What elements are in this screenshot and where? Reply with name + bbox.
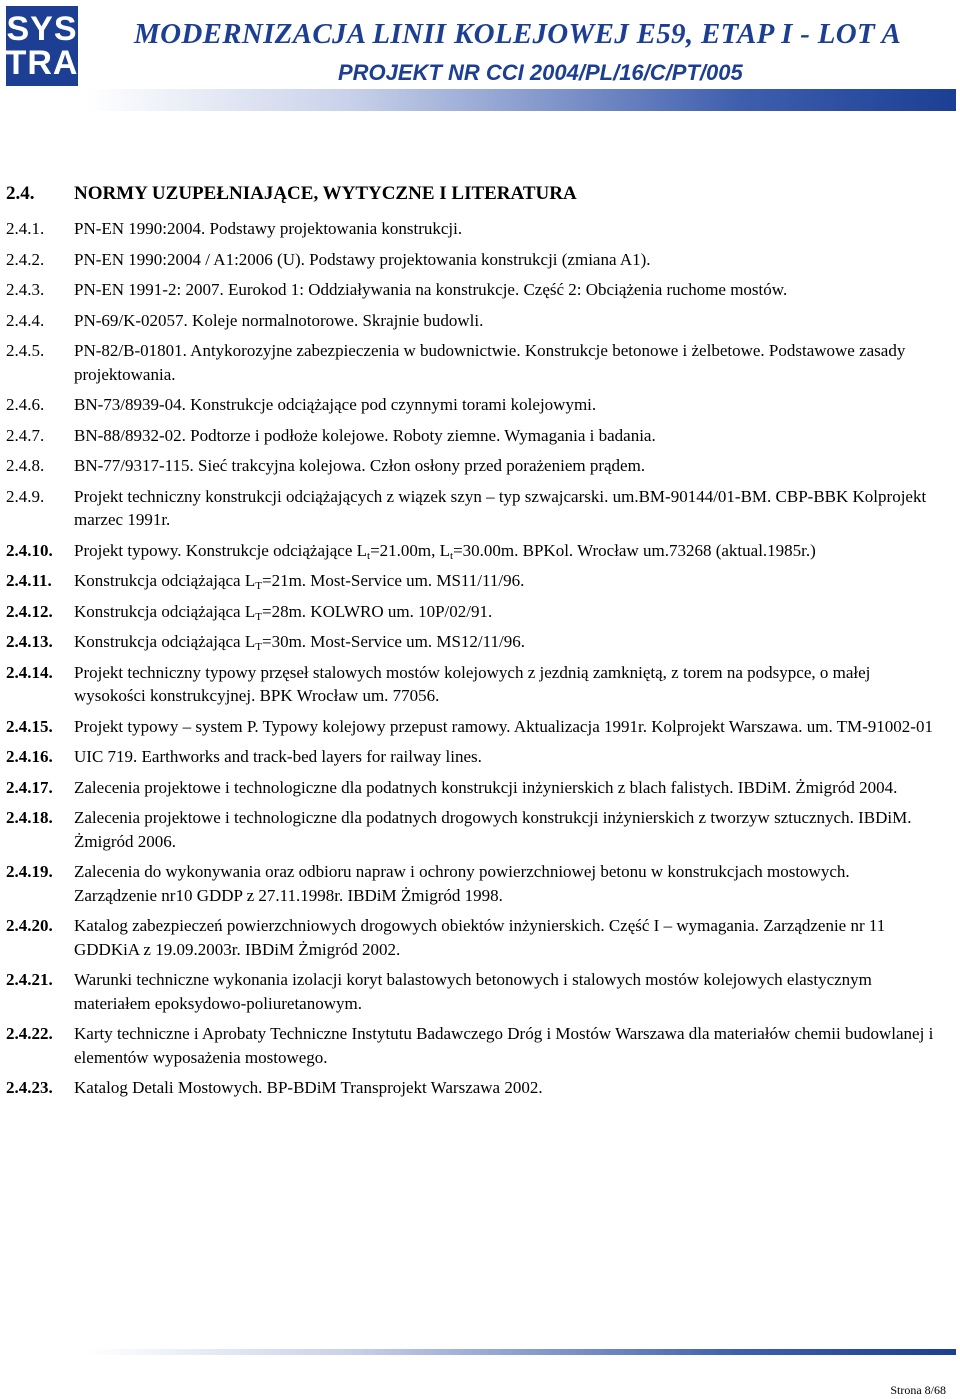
- logo-text-top: SYS: [6, 10, 78, 48]
- item-text: [74, 539, 936, 563]
- section-title: NORMY UZUPEŁNIAJĄCE, WYTYCZNE I LITERATURA: [74, 183, 577, 204]
- item-text: [74, 569, 936, 593]
- project-number: PROJEKT NR CCI 2004/PL/16/C/PT/005: [338, 60, 743, 85]
- subscript: t: [450, 549, 454, 562]
- item-text: Projekt techniczny typowy przęseł stalowych mostów kolejowych z jezdnią zamkniętą, z torem na podsypce, o małej wysokości konstrukcyjnej. BPK Wrocław um. 77056.: [74, 662, 871, 705]
- item-text: PN-EN 1990:2004 / A1:2006 (U). Podstawy projektowania konstrukcji (zmiana A1).: [74, 249, 651, 269]
- item-text: PN-69/K-02057. Koleje normalnotorowe. Skrajnie budowli.: [74, 310, 484, 330]
- list-item: [6, 1076, 936, 1100]
- list-item: [6, 914, 936, 961]
- item-number: 2.4.9.: [6, 486, 45, 506]
- list-item: [6, 630, 936, 654]
- subscript: T: [255, 580, 262, 592]
- item-text: BN-77/9317-115. Sieć trakcyjna kolejowa. Człon osłony przed porażeniem prądem.: [74, 456, 646, 475]
- item-text-part: =21.00m, L: [370, 540, 451, 560]
- item-text: Katalog zabezpieczeń powierzchniowych drogowych obiektów inżynierskich. Część I – wymagania. Zarządzenie nr 11 GDDKiA z 19.09.2003r. IBDiM Żmigród 2002.: [74, 916, 886, 959]
- references-list: [6, 217, 936, 1107]
- list-item: [6, 715, 936, 739]
- list-item: [6, 217, 936, 241]
- item-text: Zalecenia projektowe i technologiczne dla podatnych konstrukcji inżynierskich z blach falistych. IBDiM. Żmigród 2004.: [74, 777, 898, 797]
- item-text: Karty techniczne i Aprobaty Techniczne Instytutu Badawczego Dróg i Mostów Warszawa dla materiałów chemii budowlanej i elementów wyposażenia mostowego.: [74, 1024, 934, 1067]
- systra-logo: [6, 6, 78, 86]
- item-text: BN-88/8932-02. Podtorze i podłoże kolejowe. Roboty ziemne. Wymagania i badania.: [74, 425, 656, 445]
- item-text: Katalog Detali Mostowych. BP-BDiM Transprojekt Warszawa 2002.: [74, 1078, 543, 1097]
- item-text: PN-EN 1991-2: 2007. Eurokod 1: Oddziaływania na konstrukcje. Część 2: Obciążenia ruchome mostów.: [74, 280, 788, 299]
- item-number: 2.4.4.: [6, 310, 45, 330]
- list-item: [6, 600, 936, 624]
- document-title: MODERNIZACJA LINII KOLEJOWEJ E59, ETAP I - LOT A: [134, 18, 902, 50]
- list-item: [6, 745, 936, 769]
- item-number: 2.4.17.: [6, 777, 53, 797]
- item-text-part: =21m. Most-Service um. MS11/11/96.: [261, 571, 525, 590]
- item-number: 2.4.22.: [6, 1024, 53, 1043]
- list-item: [6, 539, 936, 563]
- item-text-part: =28m. KOLWRO um. 10P/02/91.: [261, 601, 493, 621]
- list-item: [6, 309, 936, 333]
- item-text: PN-82/B-01801. Antykorozyjne zabezpieczenia w budownictwie. Konstrukcje betonowe i żelbetowe. Podstawowe zasady projektowania.: [74, 341, 906, 384]
- item-text: [74, 600, 936, 624]
- item-text-part: Konstrukcja odciążająca L: [74, 571, 256, 590]
- item-number: 2.4.5.: [6, 341, 45, 360]
- list-item: [6, 661, 936, 708]
- item-number: 2.4.12.: [6, 601, 53, 621]
- list-item: [6, 806, 936, 853]
- item-number: 2.4.13.: [6, 632, 53, 651]
- list-item: [6, 454, 936, 478]
- item-number: 2.4.6.: [6, 395, 45, 414]
- item-text: PN-EN 1990:2004. Podstawy projektowania konstrukcji.: [74, 219, 463, 238]
- item-text: UIC 719. Earthworks and track-bed layers for railway lines.: [74, 747, 482, 766]
- item-number: 2.4.15.: [6, 716, 53, 736]
- subscript: T: [255, 610, 262, 623]
- list-item: [6, 485, 936, 532]
- item-text: Warunki techniczne wykonania izolacji koryt balastowych betonowych i stalowych mostów kolejowych elastycznym materiałem epoksydowo-poliuretanowym.: [74, 970, 872, 1013]
- item-number: 2.4.10.: [6, 540, 53, 560]
- list-item: [6, 569, 936, 593]
- subscript: t: [367, 549, 371, 562]
- item-text: Projekt techniczny konstrukcji odciążających z wiązek szyn – typ szwajcarski. um.BM-90144/01-BM. CBP-BBK Kolprojekt marzec 1991r.: [74, 486, 927, 529]
- item-number: 2.4.19.: [6, 862, 53, 881]
- item-number: 2.4.14.: [6, 662, 53, 682]
- item-number: 2.4.3.: [6, 280, 45, 299]
- list-item: [6, 248, 936, 272]
- item-text: BN-73/8939-04. Konstrukcje odciążające pod czynnymi torami kolejowymi.: [74, 395, 597, 414]
- section-number: 2.4.: [6, 183, 35, 204]
- item-number: 2.4.11.: [6, 571, 52, 590]
- list-item: [6, 860, 936, 907]
- item-number: 2.4.20.: [6, 916, 53, 935]
- item-text: [74, 630, 936, 654]
- item-number: 2.4.7.: [6, 425, 45, 445]
- item-number: 2.4.23.: [6, 1078, 53, 1097]
- item-text-part: Konstrukcja odciążająca L: [74, 632, 256, 651]
- item-number: 2.4.18.: [6, 808, 53, 827]
- header-divider: [86, 89, 956, 111]
- item-text: Zalecenia do wykonywania oraz odbioru napraw i ochrony powierzchniowej betonu w konstrukcjach mostowych. Zarządzenie nr10 GDDP z 27.11.1998r. IBDiM Żmigród 1998.: [74, 862, 850, 905]
- page-number: [890, 1383, 946, 1398]
- list-item: [6, 339, 936, 386]
- page-label: Strona: [890, 1383, 922, 1397]
- item-number: 2.4.1.: [6, 219, 45, 238]
- list-item: [6, 393, 936, 417]
- item-text-part: =30m. Most-Service um. MS12/11/96.: [261, 632, 525, 651]
- item-text-part: Konstrukcja odciążająca L: [74, 601, 256, 621]
- list-item: [6, 1022, 936, 1069]
- item-number: 2.4.8.: [6, 456, 45, 475]
- item-number: 2.4.2.: [6, 249, 45, 269]
- page-value: 8/68: [924, 1383, 946, 1397]
- item-text-part: =30.00m. BPKol. Wrocław um.73268 (aktual.1985r.): [453, 540, 816, 560]
- list-item: [6, 776, 936, 800]
- item-text-part: Projekt typowy. Konstrukcje odciążające L: [74, 540, 367, 560]
- item-text: Projekt typowy – system P. Typowy kolejowy przepust ramowy. Aktualizacja 1991r. Kolprojekt Warszawa. um. TM-91002-01: [74, 716, 933, 736]
- list-item: [6, 278, 936, 302]
- item-text: Zalecenia projektowe i technologiczne dla podatnych drogowych konstrukcji inżynierskich z tworzyw sztucznych. IBDiM. Żmigród 2006.: [74, 808, 912, 851]
- item-number: 2.4.21.: [6, 970, 53, 989]
- list-item: [6, 968, 936, 1015]
- logo-text-bottom: TRA: [5, 44, 79, 82]
- list-item: [6, 424, 936, 448]
- footer-divider: [86, 1349, 956, 1355]
- item-number: 2.4.16.: [6, 747, 53, 766]
- subscript: T: [255, 641, 262, 653]
